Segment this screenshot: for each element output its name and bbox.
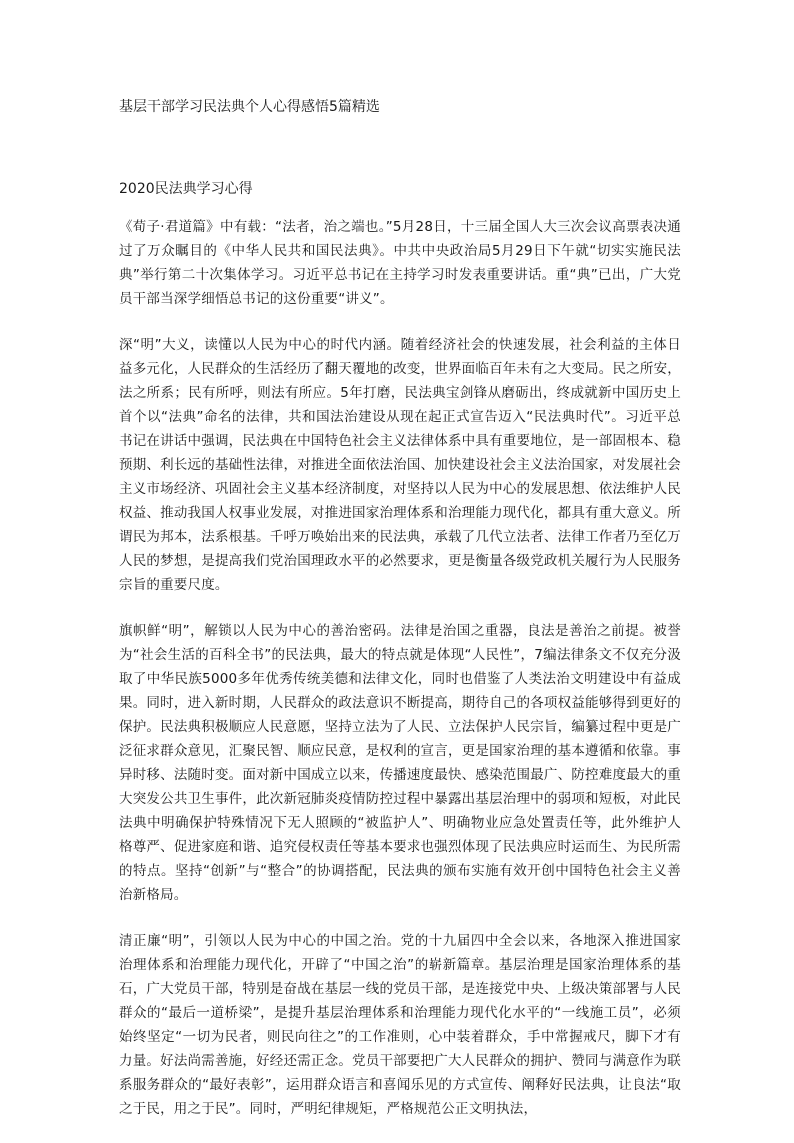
paragraph-1: 《荀子·君道篇》中有载：“法者，治之端也。”5月28日，十三届全国人大三次会议高票表决通过了万众瞩目的《中华人民共和国民法典》。中共中央政治局5月29日下午就“切实实施民法典”举行第二十次集体学习。习近平总书记在主持学习时发表重要讲话。重“典”已出，广大党员干部当深学细悟总书记的这份重要“讲义”。: [119, 219, 681, 307]
paragraph-2: 深“明”大义，读懂以人民为中心的时代内涵。随着经济社会的快速发展，社会利益的主体日益多元化，人民群众的生活经历了翻天覆地的改变，世界面临百年未有之大变局。民之所安，法之所系；民有所呼，则法有所应。5年打磨，民法典宝剑锋从磨砺出，终成就新中国历史上首个以“法典”命名的法律，共和国法治建设从现在起正式宣告迈入“民法典时代”。习近平总书记在讲话中强调，民法典在中国特色社会主义法律体系中具有重要地位，是一部固根本、稳预期、利长远的基础性法律，对推进全面依法治国、加快建设社会主义法治国家，对发展社会主义市场经济、巩固社会主义基本经济制度，对坚持以人民为中心的发展思想、依法维护人民权益、推动我国人权事业发展，对推进国家治理体系和治理能力现代化，都具有重大意义。所谓民为邦本，法系根基。千呼万唤始出来的民法典，承载了几代立法者、法律工作者乃至亿万人民的梦想，是提高我们党治国理政水平的必然要求，更是衡量各级党政机关履行为人民服务宗旨的重要尺度。: [119, 337, 681, 593]
document-title: 基层干部学习民法典个人心得感悟5篇精选: [119, 99, 380, 115]
paragraph-3: 旗帜鲜“明”，解锁以人民为中心的善治密码。法律是治国之重器，良法是善治之前提。被誉为“社会生活的百科全书”的民法典，最大的特点就是体现“人民性”，7编法律条文不仅充分汲取了中华民族5000多年优秀传统美德和法律文化，同时也借鉴了人类法治文明建设中有益成果。同时，进入新时期，人民群众的政法意识不断提高，期待自己的各项权益能够得到更好的保护。民法典积极顺应人民意愿，坚持立法为了人民、立法保护人民宗旨，编纂过程中更是广泛征求群众意见，汇聚民智、顺应民意，是权利的宣言，更是国家治理的基本遵循和依靠。事异时移、法随时变。面对新中国成立以来，传播速度最快、感染范围最广、防控难度最大的重大突发公共卫生事件，此次新冠肺炎疫情防控过程中暴露出基层治理中的弱项和短板，对此民法典中明确保护特殊情况下无人照顾的“被监护人”、明确物业应急处置责任等，此外维护人格尊严、促进家庭和谐、追究侵权责任等基本要求也强烈体现了民法典应时运而生、为民所需的特点。坚持“创新”与“整合”的协调搭配，民法典的颁布实施有效开创中国特色社会主义善治新格局。: [119, 623, 681, 903]
document-body: [119, 215, 681, 1143]
paragraph-4: 清正廉“明”，引领以人民为中心的中国之治。党的十九届四中全会以来，各地深入推进国家治理体系和治理能力现代化，开辟了“中国之治”的崭新篇章。基层治理是国家治理体系的基石，广大党员干部，特别是奋战在基层一线的党员干部，是连接党中央、上级决策部署与人民群众的“最后一道桥梁”，是提升基层治理体系和治理能力现代化水平的“一线施工员”，必须始终坚定“一切为民者，则民向往之”的工作准则，心中装着群众，手中常握戒尺，脚下才有力量。好法尚需善施，好经还需正念。党员干部要把广大人民群众的拥护、赞同与满意作为联系服务群众的“最好表彰”，运用群众语言和喜闻乐见的方式宣传、阐释好民法典，让良法“取之于民，用之于民”。同时，严明纪律规矩，严格规范公正文明执法，: [119, 933, 681, 1117]
section-heading: 2020民法典学习心得: [119, 181, 253, 197]
